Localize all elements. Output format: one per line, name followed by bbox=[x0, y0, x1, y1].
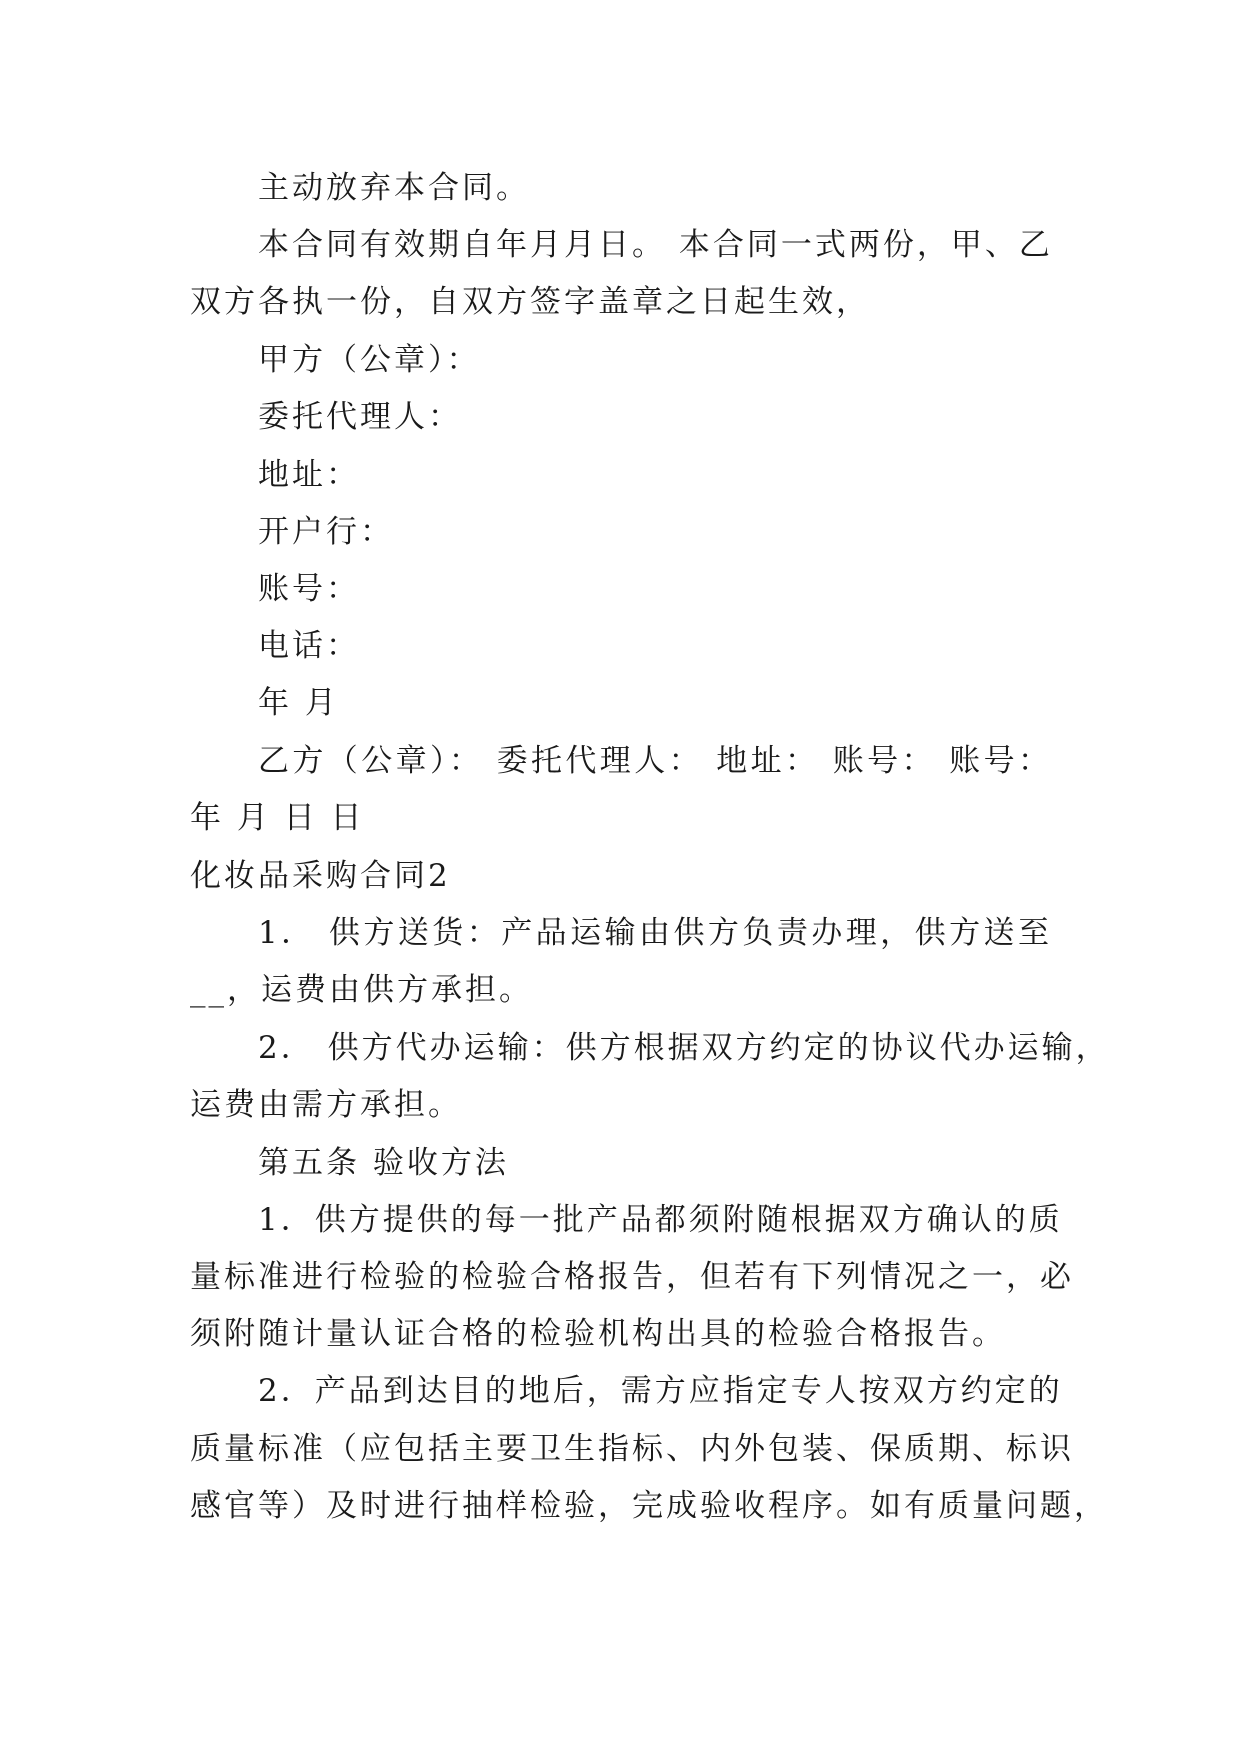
signature-field-phone: 电话： bbox=[258, 628, 360, 664]
paragraph-line: 年 月 日 日 bbox=[190, 800, 365, 836]
paragraph-line: 须附随计量认证合格的检验机构出具的检验合格报告。 bbox=[190, 1316, 1006, 1352]
paragraph-line: 1．供方提供的每一批产品都须附随根据双方确认的质 bbox=[258, 1202, 1063, 1238]
paragraph-line: 本合同有效期自年月月日。 本合同一式两份，甲、乙 bbox=[258, 227, 1053, 263]
signature-field-party-a: 甲方（公章）： bbox=[258, 342, 481, 378]
paragraph-line: 双方各执一份，自双方签字盖章之日起生效， bbox=[190, 284, 870, 320]
paragraph-line: 主动放弃本合同。 bbox=[258, 170, 530, 206]
paragraph-line: 2．产品到达目的地后，需方应指定专人按双方约定的 bbox=[258, 1373, 1063, 1409]
signature-field-address: 地址： bbox=[258, 457, 360, 493]
paragraph-line: 质量标准（应包括主要卫生指标、内外包装、保质期、标识 bbox=[190, 1431, 1074, 1467]
signature-field-date: 年 月 bbox=[258, 685, 339, 721]
paragraph-line: 运费由需方承担。 bbox=[190, 1087, 462, 1123]
signature-field-party-b: 乙方（公章）： 委托代理人： 地址： 账号： 账号： bbox=[258, 743, 1052, 779]
article-heading: 第五条 验收方法 bbox=[258, 1145, 509, 1181]
section-title: 化妆品采购合同2 bbox=[190, 858, 451, 894]
paragraph-line: 2． 供方代办运输：供方根据双方约定的协议代办运输， bbox=[258, 1030, 1110, 1066]
paragraph-line: __，运费由供方承担。 bbox=[190, 972, 533, 1008]
signature-field-bank: 开户行： bbox=[258, 514, 394, 550]
paragraph-line: 感官等）及时进行抽样检验，完成验收程序。如有质量问题， bbox=[190, 1488, 1108, 1524]
signature-field-account: 账号： bbox=[258, 571, 360, 607]
paragraph-line: 1． 供方送货：产品运输由供方负责办理，供方送至 bbox=[258, 915, 1052, 951]
signature-field-agent: 委托代理人： bbox=[258, 399, 462, 435]
paragraph-line: 量标准进行检验的检验合格报告，但若有下列情况之一，必 bbox=[190, 1259, 1074, 1295]
